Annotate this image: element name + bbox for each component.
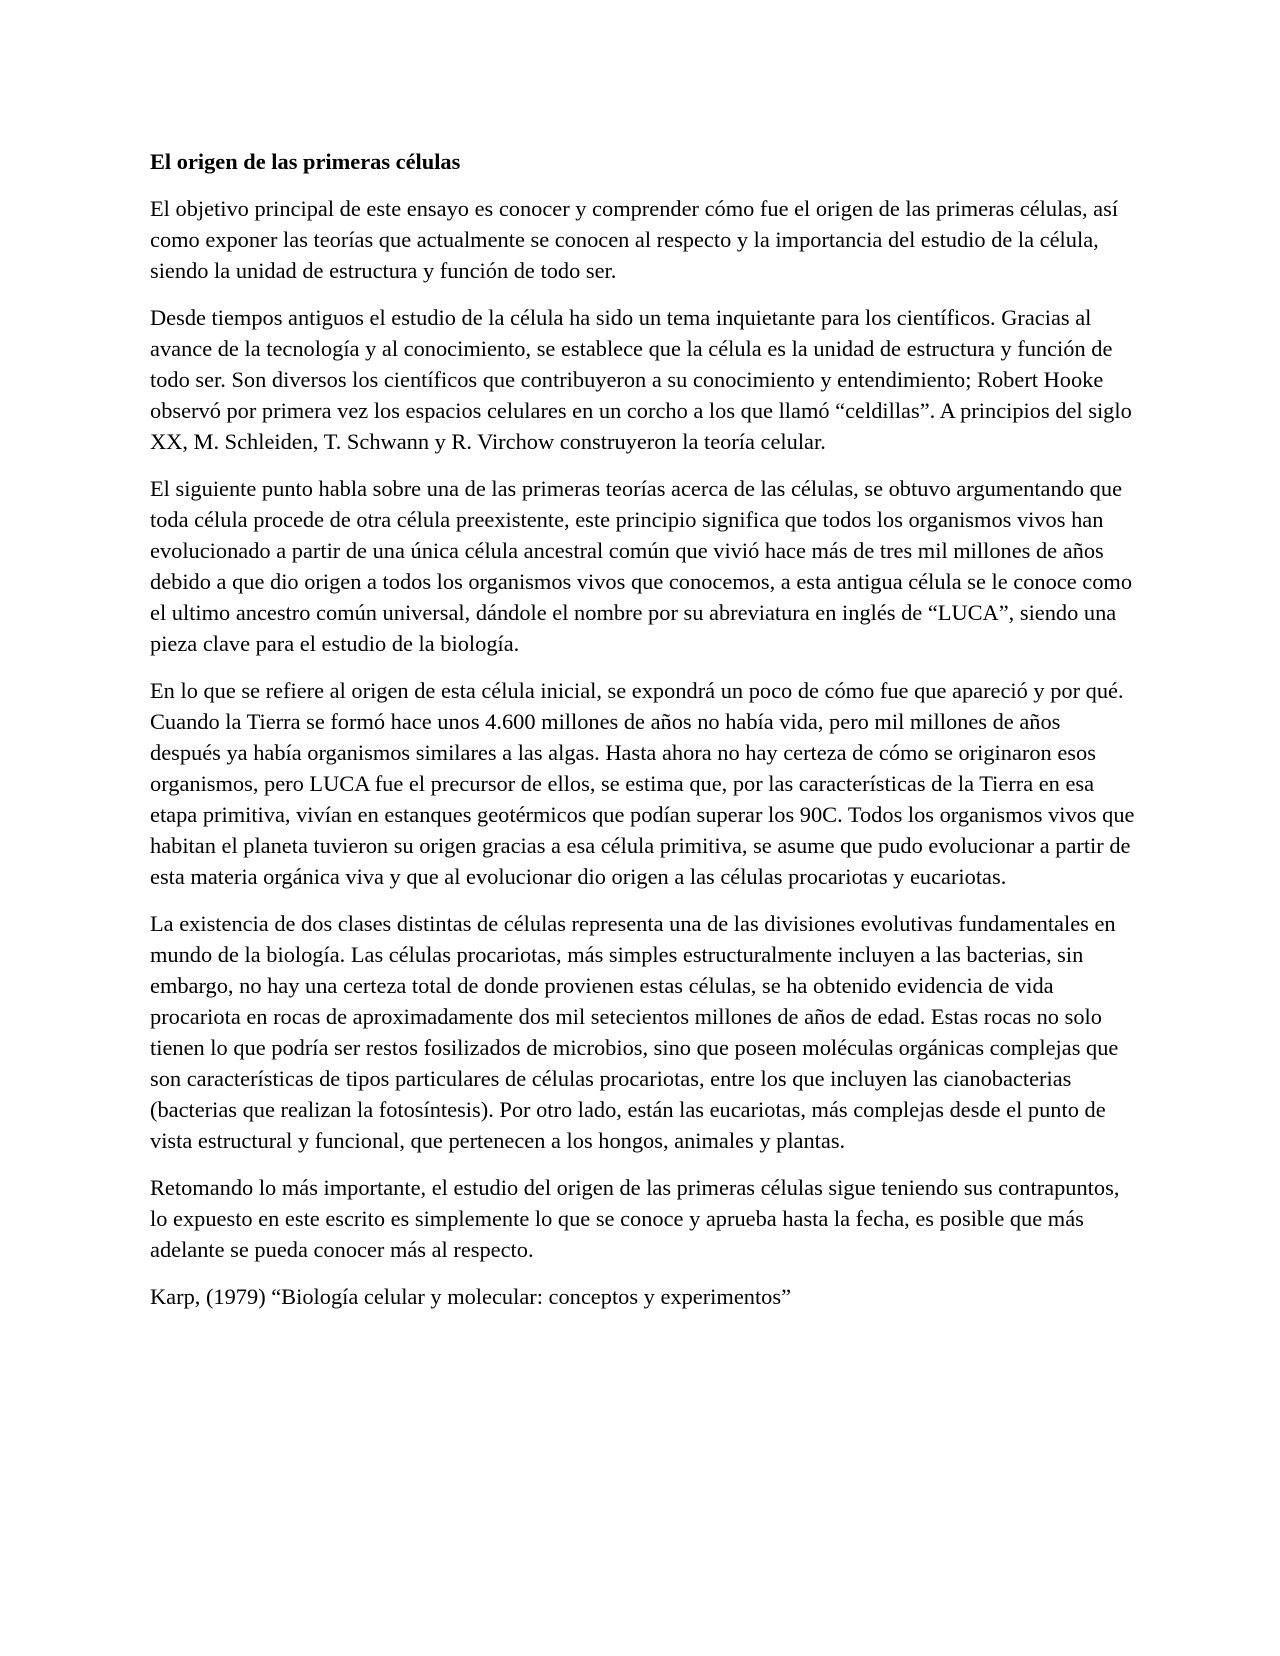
document-body [150, 146, 1135, 1328]
paragraph-first-theory: El siguiente punto habla sobre una de las primeras teorías acerca de las células, se obtuvo argumentando que toda célula procede de otra célula preexistente, este principio significa que todos los organismos vivos han evolucionado a partir de una única célula ancestral común que vivió hace más de tres mil millones de años debido a que dio origen a todos los organismos vivos que conocemos, a esta antigua célula se le conoce como el ultimo ancestro común universal, dándole el nombre por su abreviatura en inglés de “LUCA”, siendo una pieza clave para el estudio de la biología. [150, 476, 1133, 656]
paragraph-objective: El objetivo principal de este ensayo es conocer y comprender cómo fue el origen de las primeras células, así como exponer las teorías que actualmente se conocen al respecto y la importancia del estudio de la célula, siendo la unidad de estructura y función de todo ser. [150, 196, 1119, 283]
paragraph-history: Desde tiempos antiguos el estudio de la célula ha sido un tema inquietante para los científicos. Gracias al avance de la tecnología y al conocimiento, se establece que la célula es la unidad de estructura y función de todo ser. Son diversos los científicos que contribuyeron a su conocimiento y entendimiento; Robert Hooke observó por primera vez los espacios celulares en un corcho a los que llamó “celdillas”. A principios del siglo XX, M. Schleiden, T. Schwann y R. Virchow construyeron la teoría celular. [150, 305, 1132, 454]
paragraph-origin: En lo que se refiere al origen de esta célula inicial, se expondrá un poco de cómo fue que apareció y por qué. Cuando la Tierra se formó hace unos 4.600 millones de años no había vida, pero mil millones de años después ya había organismos similares a las algas. Hasta ahora no hay certeza de cómo se originaron esos organismos, pero LUCA fue el precursor de ellos, se estima que, por las características de la Tierra en esa etapa primitiva, vivían en estanques geotérmicos que podían superar los 90C. Todos los organismos vivos que habitan el planeta tuvieron su origen gracias a esa célula primitiva, se asume que pudo evolucionar a partir de esta materia orgánica viva y que al evolucionar dio origen a las células procariotas y eucariotas. [150, 678, 1135, 889]
paragraph-conclusion: Retomando lo más importante, el estudio del origen de las primeras células sigue teniendo sus contrapuntos, lo expuesto en este escrito es simplemente lo que se conoce y aprueba hasta la fecha, es posible que más adelante se pueda conocer más al respecto. [150, 1175, 1120, 1262]
document-title: El origen de las primeras células [150, 149, 461, 174]
reference-citation: Karp, (1979) “Biología celular y molecular: conceptos y experimentos” [150, 1284, 792, 1309]
paragraph-cell-types: La existencia de dos clases distintas de células representa una de las divisiones evolutivas fundamentales en mundo de la biología. Las células procariotas, más simples estructuralmente incluyen a las bacterias, sin embargo, no hay una certeza total de donde provienen estas células, se ha obtenido evidencia de vida procariota en rocas de aproximadamente dos mil setecientos millones de años de edad. Estas rocas no solo tienen lo que podría ser restos fosilizados de microbios, sino que poseen moléculas orgánicas complejas que son características de tipos particulares de células procariotas, entre los que incluyen las cianobacterias (bacterias que realizan la fotosíntesis). Por otro lado, están las eucariotas, más complejas desde el punto de vista estructural y funcional, que pertenecen a los hongos, animales y plantas. [150, 911, 1119, 1153]
